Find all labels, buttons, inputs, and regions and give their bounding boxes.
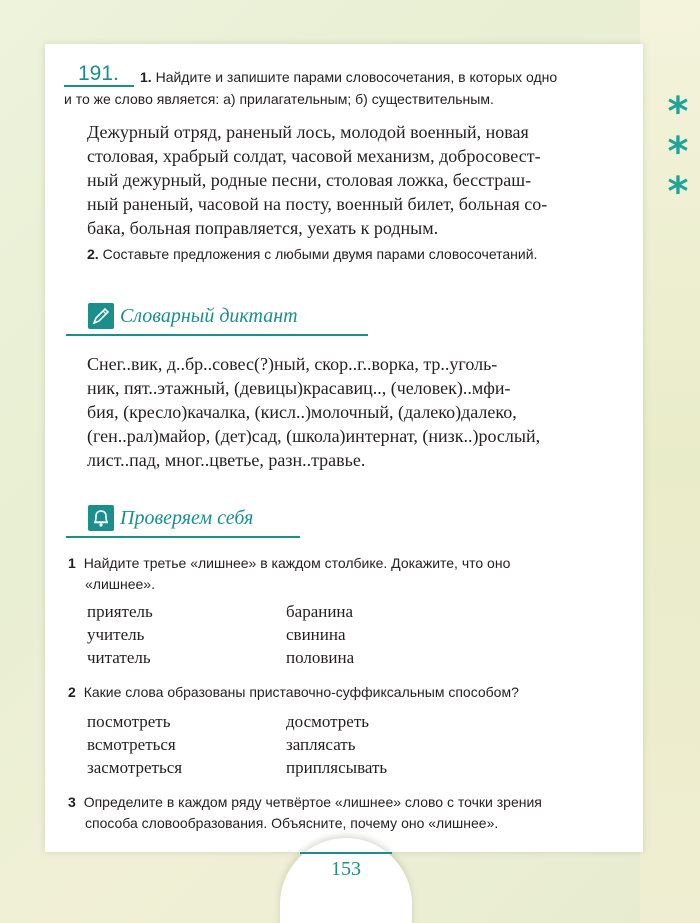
- task2-text: Составьте предложения с любыми двумя парами словосочетаний.: [102, 246, 538, 262]
- page-number-rule: [300, 852, 392, 854]
- page-number: 153: [331, 858, 361, 880]
- question-1: [68, 553, 630, 595]
- dictation-text: [87, 352, 627, 472]
- question-2-column-1: [87, 710, 182, 779]
- phrases-line: Дежурный отряд, раненый лось, молодой военный, новая: [87, 122, 529, 142]
- dictation-line: (ген..рал)майор, (дет)сад, (школа)интернат, (низк..)рослый,: [87, 426, 541, 446]
- word: приплясывать: [286, 758, 388, 777]
- phrases-line: бака, больная поправляется, уехать к родным.: [87, 218, 439, 238]
- question-2-column-2: [286, 710, 387, 779]
- task2: [87, 244, 537, 265]
- phrases-paragraph: [87, 120, 627, 240]
- word: засмотреться: [87, 758, 183, 777]
- star-icon: *: [667, 129, 689, 175]
- dictation-line: лист..пад, мног..цветье, разн..травье.: [87, 450, 366, 470]
- question-1-text-line2: «лишнее».: [85, 576, 155, 592]
- word: посмотреть: [87, 712, 171, 731]
- task1-number: 1.: [140, 69, 152, 85]
- word: всмотреться: [87, 735, 176, 754]
- question-3: [68, 792, 542, 834]
- question-3-text-line2: способа словообразования. Объясните, почему оно «лишнее».: [85, 815, 499, 831]
- word: заплясать: [286, 735, 356, 754]
- question-1-column-2: [286, 600, 354, 669]
- question-2-number: 2: [68, 684, 76, 700]
- task1-text-line1: Найдите и запишите парами словосочетания, в которых одно: [155, 69, 558, 85]
- bell-icon: [88, 505, 114, 531]
- dictation-line: ник, пят..этажный, (девицы)красавиц.., (человек)..мфи-: [87, 378, 511, 398]
- phrases-line: ный дежурный, родные песни, столовая ложка, бесстраш-: [87, 170, 532, 190]
- pen-icon: [88, 303, 114, 329]
- dictation-line: Снег..вик, д..бр..совес(?)ный, скор..г..ворка, тр..уголь-: [87, 354, 498, 374]
- word: досмотреть: [286, 712, 370, 731]
- self-check-heading-rule: [66, 536, 300, 538]
- word: свинина: [286, 625, 346, 644]
- difficulty-stars: [660, 89, 696, 215]
- self-check-title: Проверяем себя: [120, 507, 254, 529]
- word: приятель: [87, 602, 153, 621]
- question-1-text-line1: Найдите третье «лишнее» в каждом столбике. Докажите, что оно: [83, 555, 511, 571]
- word: баранина: [286, 602, 354, 621]
- question-1-column-1: [87, 600, 153, 669]
- question-3-text-line1: Определите в каждом ряду четвёртое «лишнее» слово с точки зрения: [83, 794, 542, 810]
- dictation-title: Словарный диктант: [120, 305, 298, 327]
- word: половина: [286, 648, 355, 667]
- exercise-number: 191.: [78, 62, 119, 85]
- task1-text-line2: и то же слово является: а) прилагательным; б) существительным.: [64, 91, 494, 107]
- question-1-number: 1: [68, 555, 76, 571]
- phrases-line: ный раненый, часовой на посту, военный билет, больная со-: [87, 194, 548, 214]
- word: учитель: [87, 625, 145, 644]
- phrases-line: столовая, храбрый солдат, часовой механизм, добросовест-: [87, 146, 541, 166]
- question-3-number: 3: [68, 794, 76, 810]
- question-2-text: Какие слова образованы приставочно-суффиксальным способом?: [83, 684, 519, 700]
- exercise-number-underline: [64, 85, 134, 87]
- task1-line1: [140, 67, 557, 88]
- task2-number: 2.: [87, 246, 99, 262]
- star-icon: *: [667, 89, 689, 135]
- dictation-line: бия, (кресло)качалка, (кисл..)молочный, (далеко)далеко,: [87, 402, 517, 422]
- word: читатель: [87, 648, 151, 667]
- question-2: [68, 682, 519, 703]
- star-icon: *: [667, 169, 689, 215]
- dictation-heading-rule: [66, 334, 368, 336]
